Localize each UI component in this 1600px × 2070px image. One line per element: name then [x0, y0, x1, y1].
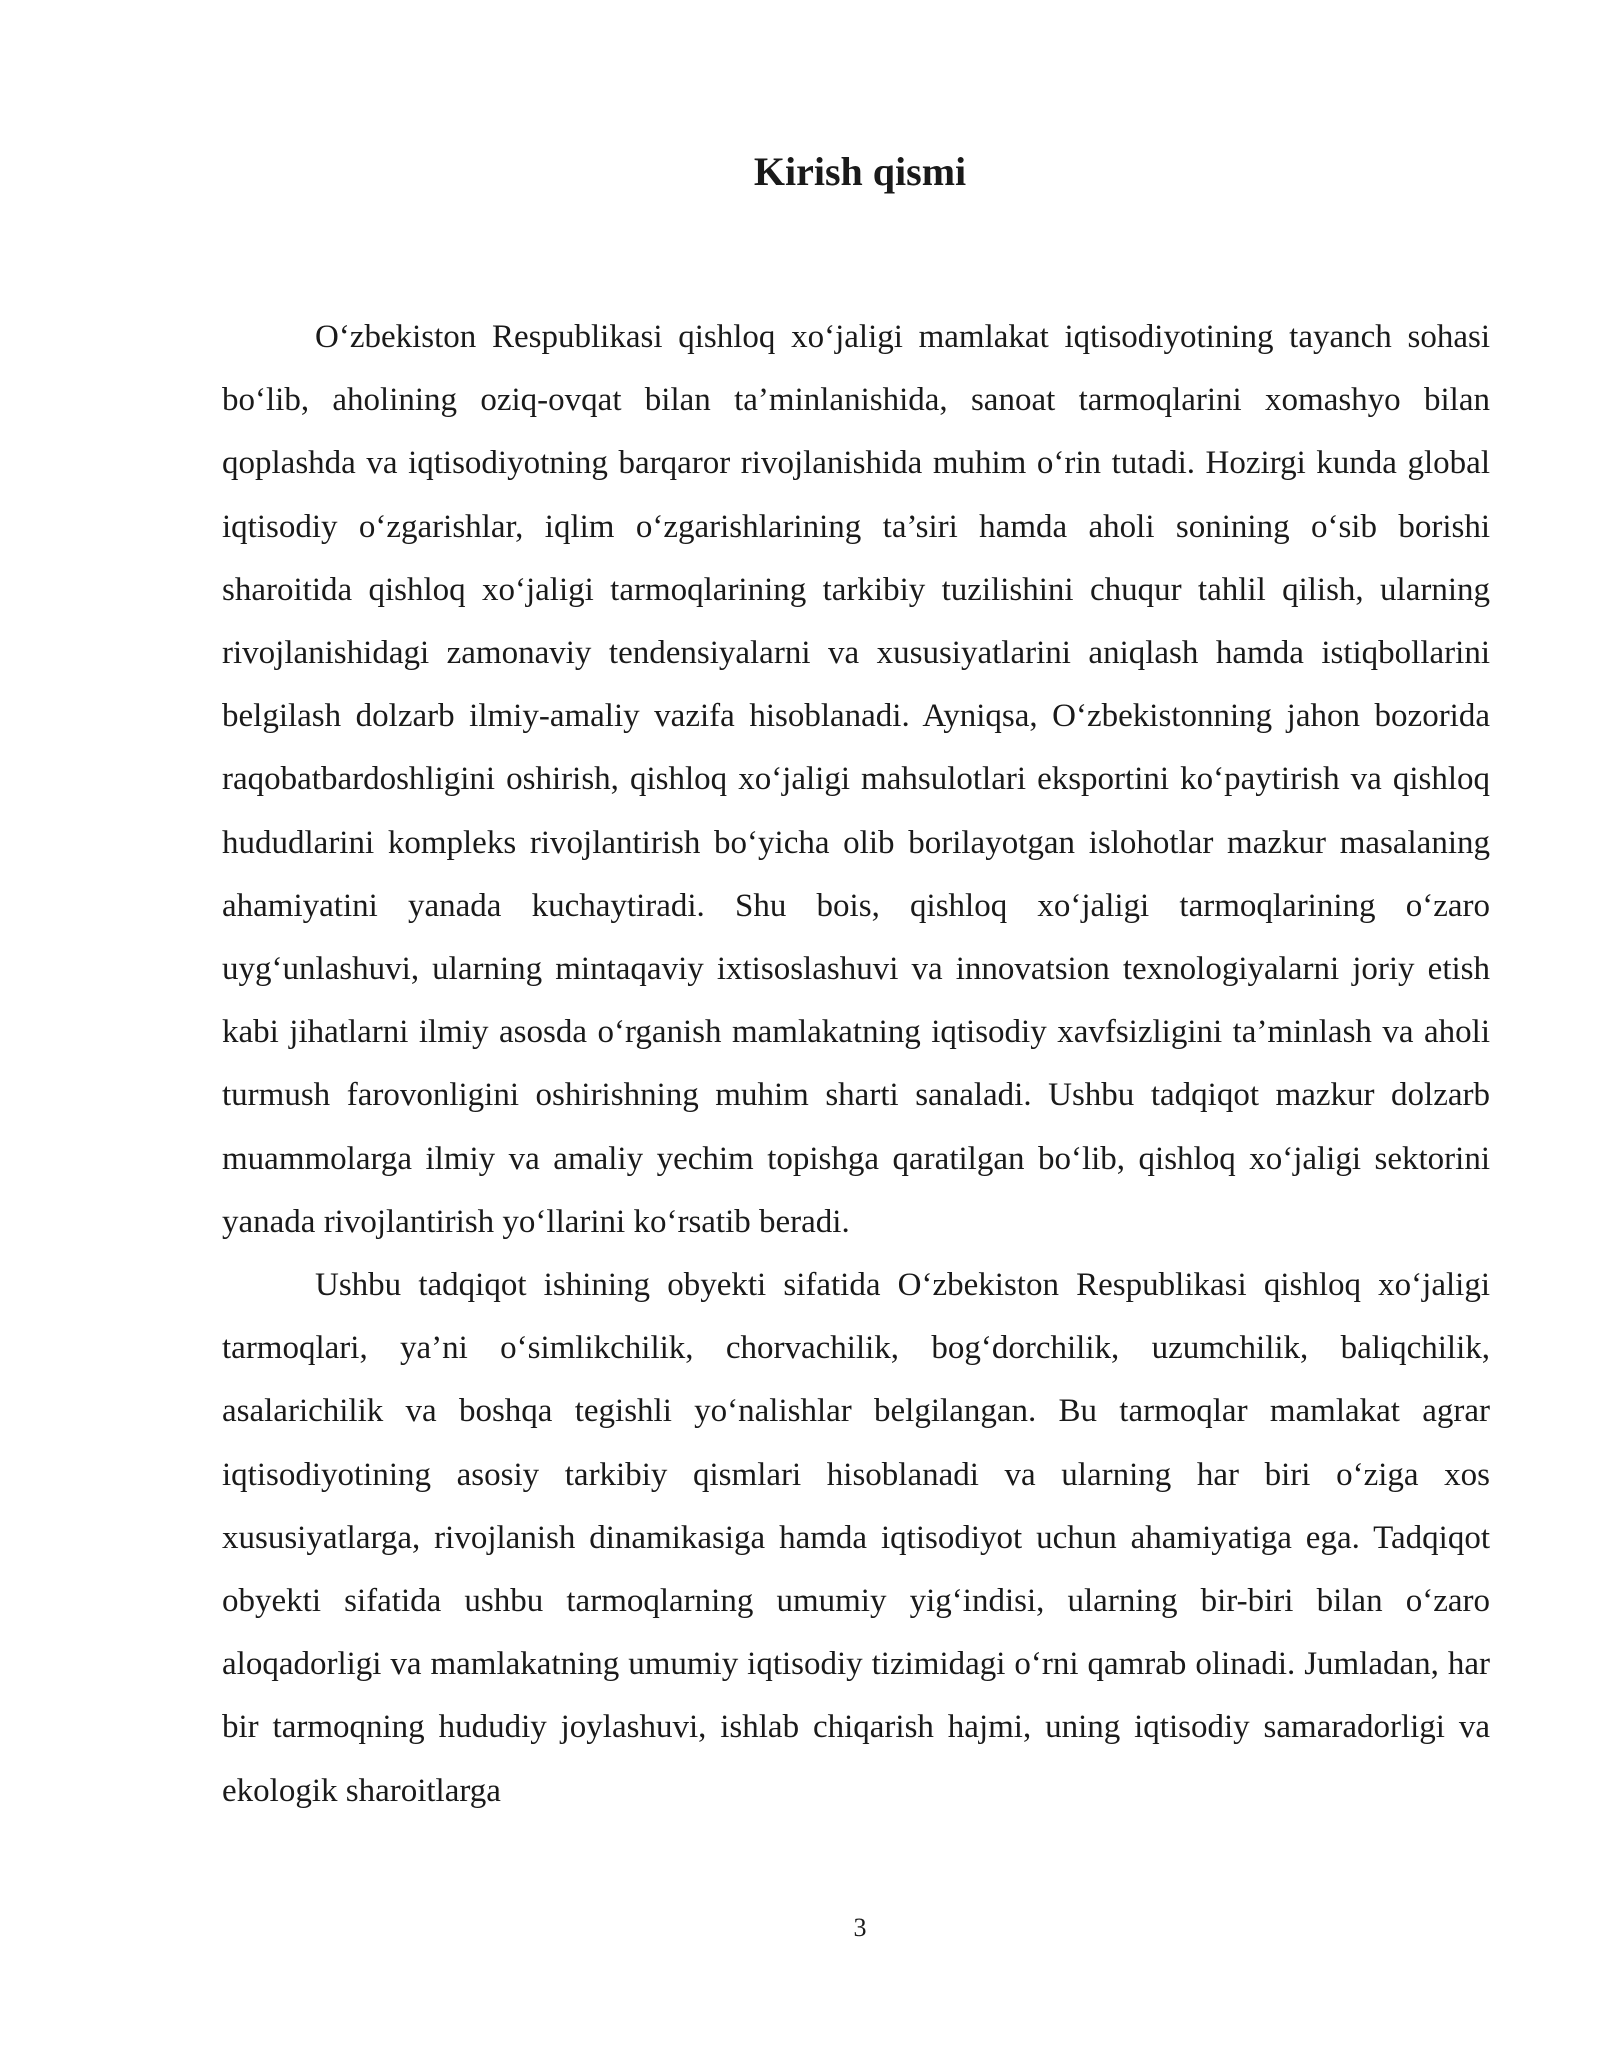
body-text — [222, 306, 1490, 1823]
page-number: 3 — [853, 1913, 867, 1942]
paragraph: Ushbu tadqiqot ishining obyekti sifatida O‘zbekiston Respublikasi qishloq xo‘jaligi tarmoqlari, ya’ni o‘simlikchilik, chorvachilik, bog‘dorchilik, uzumchilik, baliqchilik, asalarichilik va boshqa tegishli yo‘nalishlar belgilangan. Bu tarmoqlar mamlakat agrar iqtisodiyotining asosiy tarkibiy qismlari hisoblanadi va ularning har biri o‘ziga xos xususiyatlarga, rivojlanish dinamikasiga hamda iqtisodiyot uchun ahamiyatiga ega. Tadqiqot obyekti sifatida ushbu tarmoqlarning umumiy yig‘indisi, ularning bir-biri bilan o‘zaro aloqadorligi va mamlakatning umumiy iqtisodiy tizimidagi o‘rni qamrab olinadi. Jumladan, har bir tarmoqning hududiy joylashuvi, ishlab chiqarish hajmi, uning iqtisodiy samaradorligi va ekologik sharoitlarga — [222, 1267, 1490, 1809]
paragraph: O‘zbekiston Respublikasi qishloq xo‘jaligi mamlakat iqtisodiyotining tayanch sohasi bo‘lib, aholining oziq-ovqat bilan ta’minlanishida, sanoat tarmoqlarini xomashyo bilan qoplashda va iqtisodiyotning barqaror rivojlanishida muhim o‘rin tutadi. Hozirgi kunda global iqtisodiy o‘zgarishlar, iqlim o‘zgarishlarining ta’siri hamda aholi sonining o‘sib borishi sharoitida qishloq xo‘jaligi tarmoqlarining tarkibiy tuzilishini chuqur tahlil qilish, ularning rivojlanishidagi zamonaviy tendensiyalarni va xususiyatlarini aniqlash hamda istiqbollarini belgilash dolzarb ilmiy-amaliy vazifa hisoblanadi. Ayniqsa, O‘zbekistonning jahon bozorida raqobatbardoshligini oshirish, qishloq xo‘jaligi mahsulotlari eksportini ko‘paytirish va qishloq hududlarini kompleks rivojlantirish bo‘yicha olib borilayotgan islohotlar mazkur masalaning ahamiyatini yanada kuchaytiradi. Shu bois, qishloq xo‘jaligi tarmoqlarining o‘zaro uyg‘unlashuvi, ularning mintaqaviy ixtisoslashuvi va innovatsion texnologiyalarni joriy etish kabi jihatlarni ilmiy asosda o‘rganish mamlakatning iqtisodiy xavfsizligini ta’minlash va aholi turmush farovonligini oshirishning muhim sharti sanaladi. Ushbu tadqiqot mazkur dolzarb muammolarga ilmiy va amaliy yechim topishga qaratilgan bo‘lib, qishloq xo‘jaligi sektorini yanada rivojlantirish yo‘llarini ko‘rsatib beradi. — [222, 319, 1490, 1240]
page-title: Kirish qismi — [753, 149, 967, 194]
